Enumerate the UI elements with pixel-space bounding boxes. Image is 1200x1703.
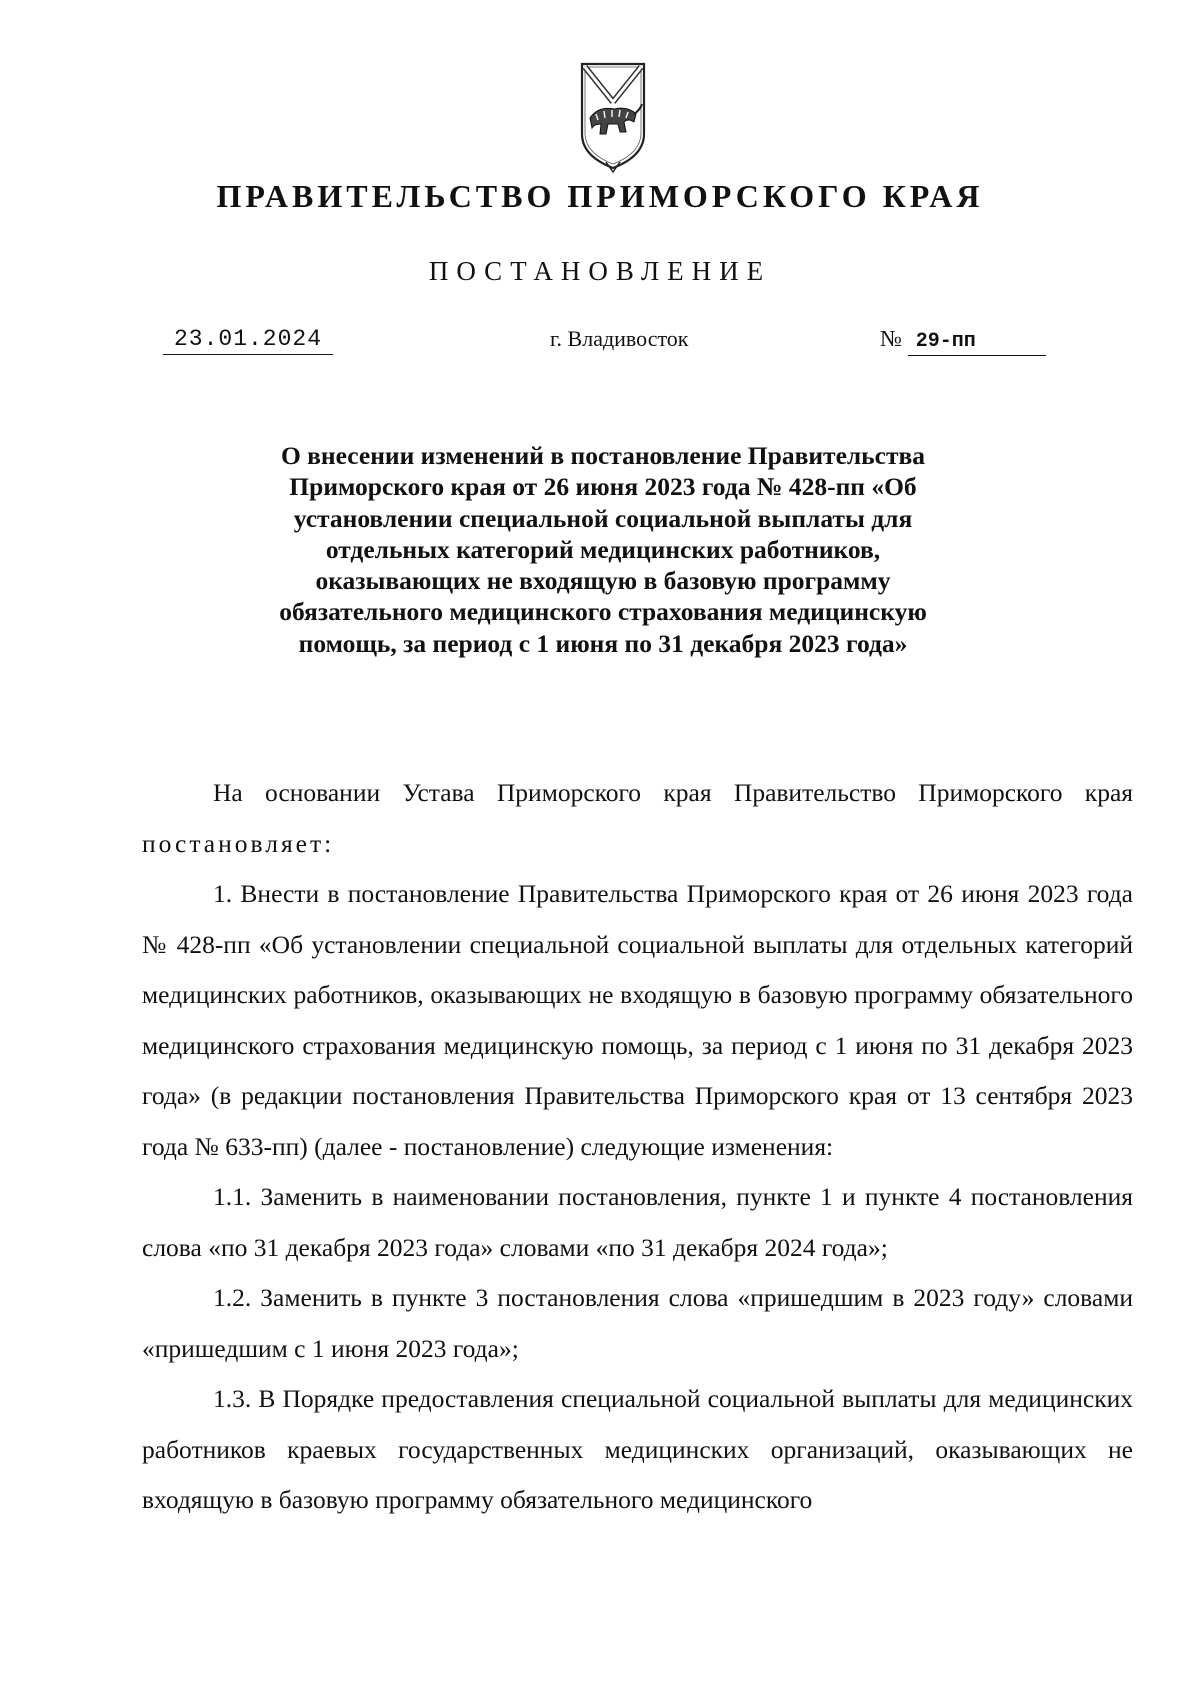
preamble-text: На основании Устава Приморского края Правительство Приморского края [213, 778, 1133, 807]
preamble-paragraph [142, 768, 1133, 869]
paragraph-1-2: 1.2. Заменить в пункте 3 постановления слова «пришедшим в 2023 году» словами «пришедшим с 1 июня 2023 года»; [142, 1283, 1133, 1363]
document-type: ПОСТАНОВЛЕНИЕ [428, 256, 772, 286]
document-title: О внесении изменений в постановление Правительства Приморского края от 26 июня 2023 года № 428-пп «Об установлении специальной социальной выплаты для отдельных категорий медицинских работников, оказывающих не входящую в базовую программу обязательного медицинского страхования медицинскую помощь, за период с 1 июня по 31 декабря 2023 года» [279, 441, 927, 658]
coat-of-arms-icon [574, 56, 652, 176]
document-body [142, 768, 1133, 1526]
document-meta [0, 326, 1200, 366]
paragraph-1-3: 1.3. В Порядке предоставления специальной социальной выплаты для медицинских работников краевых государственных медицинских организаций, оказывающих не входящую в базовую программу обязательного медицинского [142, 1384, 1133, 1514]
paragraph-1: 1. Внести в постановление Правительства Приморского края от 26 июня 2023 года № 428-пп «Об установлении специальной социальной выплаты для отдельных категорий медицинских работников, оказывающих не входящую в базовую программу обязательного медицинского страхования медицинскую помощь, за период с 1 июня по 31 декабря 2023 года» (в редакции постановления Правительства Приморского края от 13 сентября 2023 года № 633-пп) (далее - постановление) следующие изменения: [142, 879, 1133, 1161]
number-label: № [880, 326, 902, 351]
document-number-block [880, 326, 1046, 356]
document-number: 29-пп [908, 330, 1046, 356]
preamble-action: постановляет: [142, 828, 335, 858]
paragraph-1-1: 1.1. Заменить в наименовании постановления, пункте 1 и пункте 4 постановления слова «по 31 декабря 2023 года» словами «по 31 декабря 2024 года»; [142, 1182, 1133, 1262]
document-date: 23.01.2024 [163, 326, 333, 355]
document-city: г. Владивосток [550, 326, 689, 351]
government-name: ПРАВИТЕЛЬСТВО ПРИМОРСКОГО КРАЯ [216, 178, 984, 214]
